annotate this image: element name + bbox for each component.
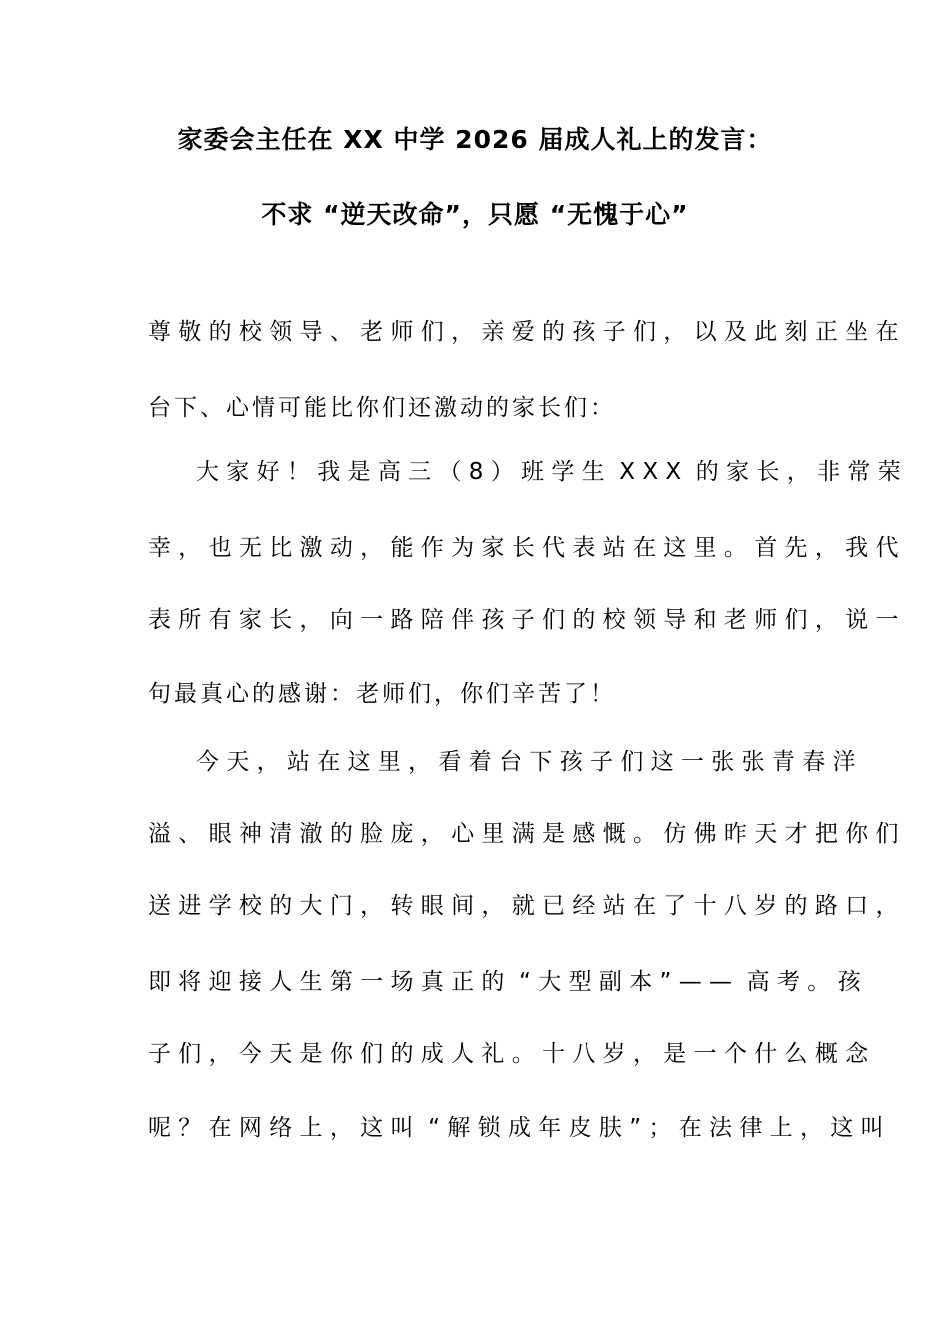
body-line: 送​ 进​ 学​ 校​ 的​ 大​ 门​ ，​ 转​ 眼​ 间​ ，​ 就​ 已​ 经​ 站​ 在​ 了​ 十​ 八​ 岁​ 的​ 路​ 口​ ，: [148, 893, 899, 919]
title-line-2: 不求 “逆天改命”，只愿 “无愧于心”: [261, 200, 689, 229]
body-line: 台下、心情可能比你们还激动的家长们：: [148, 395, 616, 421]
body-line: 句最真心的感谢：老师们，你们辛苦了！: [148, 681, 616, 707]
body-line: 表​ 所​ 有​ 家​ 长​ ，​ 向​ 一​ 路​ 陪​ 伴​ 孩​ 子​ 们​ 的​ 校​ 领​ 导​ 和​ 老​ 师​ 们​ ，​ 说​ 一: [148, 607, 899, 633]
body-line: 尊​ 敬​ 的​ 校​ 领​ 导​ 、​ 老​ 师​ 们​ ，​ 亲​ 爱​ 的​ 孩​ 子​ 们​ ，​ 以​ 及​ 此​ 刻​ 正​ 坐​ 在: [148, 319, 899, 345]
body-line: 幸​ ，​ 也​ 无​ 比​ 激​ 动​ ，​ 能​ 作​ 为​ 家​ 长​ 代​ 表​ 站​ 在​ 这​ 里​ 。​ 首​ 先​ ，​ 我​ 代: [148, 535, 899, 561]
body-line: 今​ 天​ ，​ 站​ 在​ 这​ 里​ ，​ 看​ 着​ 台​ 下​ 孩​ 子​ 们​ 这​ 一​ 张​ 张​ 青​ 春​ 洋: [196, 749, 856, 775]
body-line: 即​ 将​ 迎​ 接​ 人​ 生​ 第​ 一​ 场​ 真​ 正​ 的​ ​ “​ 大​ 型​ 副​ 本​ ”​ —​ —​ ​ 高​ 考​ 。​ 孩: [148, 969, 861, 995]
body-line: 子​ 们​ ，​ 今​ 天​ 是​ 你​ 们​ 的​ 成​ 人​ 礼​ 。​ 十​ 八​ 岁​ ，​ 是​ 一​ 个​ 什​ 么​ 概​ 念: [148, 1041, 869, 1067]
body-line: 大​ 家​ 好​ ！​ 我​ 是​ 高​ 三​ （​ 8​ ）​ 班​ 学​ 生​ ​ X​ X​ X​ ​ 的​ 家​ 长​ ，​ 非​ 常​ 荣: [196, 459, 901, 485]
body-line: 呢​ ？​ 在​ 网​ 络​ 上​ ，​ 这​ 叫​ ​ “​ 解​ 锁​ 成​ 年​ 皮​ 肤​ ”​ ；​ 在​ 法​ 律​ 上​ ，​ 这​ 叫: [148, 1115, 884, 1141]
body-line: 溢​ 、​ 眼​ 神​ 清​ 澈​ 的​ 脸​ 庞​ ，​ 心​ 里​ 满​ 是​ 感​ 慨​ 。​ 仿​ 佛​ 昨​ 天​ 才​ 把​ 你​ 们: [148, 821, 899, 847]
title-line-1: 家委会主任在 XX 中学 2026 届成人礼上的发言：: [177, 125, 773, 154]
